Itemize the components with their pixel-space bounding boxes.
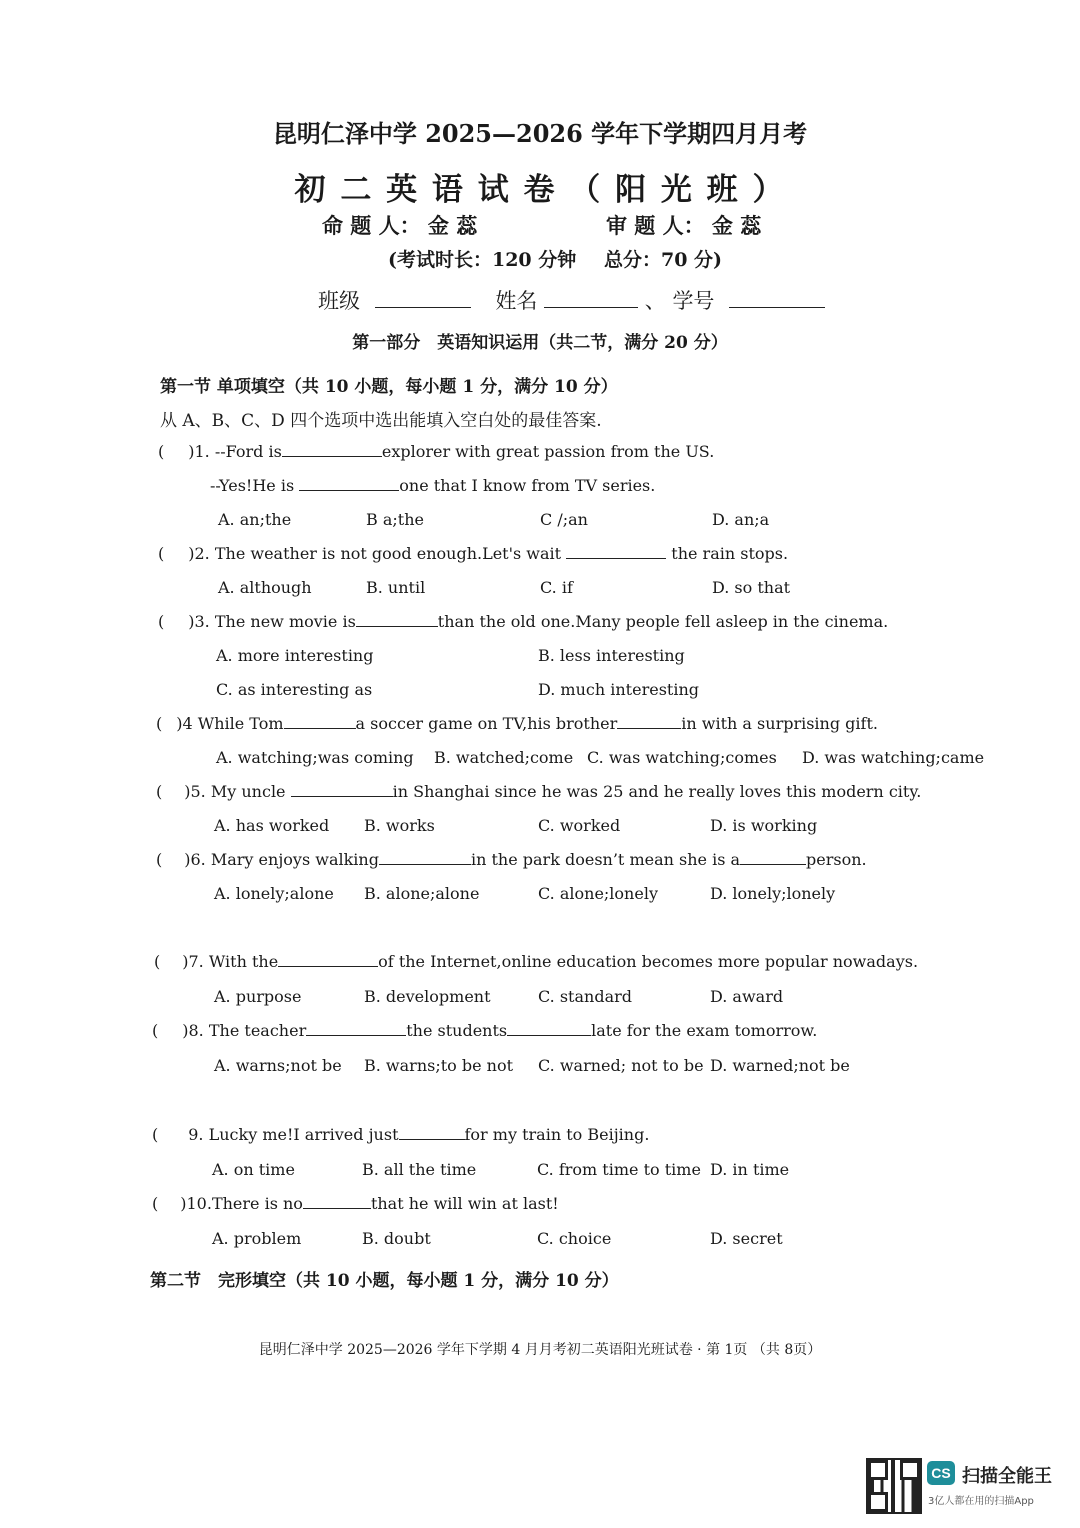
- option-d[interactable]: D. secret: [710, 1229, 783, 1248]
- option-d[interactable]: D. an;a: [712, 510, 770, 529]
- question-text: in the park doesn’t mean she is a: [470, 850, 741, 869]
- question-number: )1.: [188, 442, 210, 461]
- name-label: 姓名: [495, 289, 538, 313]
- student-info-row: [318, 285, 825, 315]
- option-c[interactable]: C /;an: [540, 510, 588, 529]
- question-text: in Shanghai since he was 25 and he really loves this modern city.: [392, 782, 922, 801]
- question-number: 9.: [188, 1125, 204, 1144]
- question-4: [156, 714, 878, 733]
- exam-duration: (考试时长：120 分钟: [388, 249, 577, 271]
- option-b[interactable]: B. watched;come: [434, 748, 574, 767]
- answer-blank: [284, 727, 356, 729]
- question-3: [158, 612, 888, 631]
- question-text: than the old one.Many people fell asleep in the cinema.: [437, 612, 889, 631]
- option-b[interactable]: B. until: [366, 578, 426, 597]
- question-1: [158, 442, 714, 461]
- part1-heading: 第一部分 英语知识运用（共二节，满分 20 分）: [352, 333, 728, 353]
- answer-paren[interactable]: (: [156, 782, 163, 801]
- reviewer-label: 审 题 人： 金 蕊: [606, 213, 762, 238]
- answer-blank: [356, 625, 438, 627]
- question-text: person.: [806, 850, 867, 869]
- answer-blank: [740, 863, 806, 865]
- option-c[interactable]: C. warned; not to be: [538, 1056, 704, 1075]
- answer-blank: [303, 1207, 371, 1209]
- question-text: that he will win at last!: [370, 1194, 559, 1213]
- question-number: )6.: [184, 850, 206, 869]
- answer-paren[interactable]: (: [158, 612, 165, 631]
- answer-blank: [306, 1034, 406, 1036]
- school-exam-title: 昆明仁泽中学 2025—2026 学年下学期四月月考: [272, 119, 808, 148]
- question-number: )10.: [180, 1194, 212, 1213]
- question-7: [154, 952, 918, 971]
- answer-blank: [299, 489, 399, 491]
- qr-code-icon: [866, 1458, 922, 1514]
- option-a[interactable]: A. more interesting: [216, 646, 374, 665]
- option-a[interactable]: A. warns;not be: [214, 1056, 342, 1075]
- question-text: My uncle: [210, 782, 286, 801]
- question-text: Mary enjoys walking: [210, 850, 379, 869]
- option-c[interactable]: C. standard: [538, 987, 632, 1006]
- option-b[interactable]: B. less interesting: [538, 646, 685, 665]
- question-text: With the: [208, 952, 279, 971]
- option-d[interactable]: D. lonely;lonely: [710, 884, 836, 903]
- option-a[interactable]: A. lonely;alone: [214, 884, 334, 903]
- question-text: While Tom: [197, 714, 284, 733]
- option-d[interactable]: D. much interesting: [538, 680, 699, 699]
- question-text: explorer with great passion from the US.: [381, 442, 715, 461]
- question-text: The new movie is: [214, 612, 356, 631]
- question-number: )4: [176, 714, 193, 733]
- question-text: There is no: [211, 1194, 303, 1213]
- option-b[interactable]: B. works: [364, 816, 435, 835]
- answer-blank: [399, 1138, 465, 1140]
- option-a[interactable]: A. problem: [212, 1229, 302, 1248]
- answer-paren[interactable]: (: [156, 850, 163, 869]
- option-d[interactable]: D. is working: [710, 816, 818, 835]
- separator: 、: [644, 289, 666, 313]
- answer-blank: [379, 863, 471, 865]
- question-text: of the Internet,online education becomes more popular nowadays.: [378, 952, 919, 971]
- question-text: The weather is not good enough.Let's wait: [214, 544, 562, 563]
- page-footer: 昆明仁泽中学 2025—2026 学年下学期 4 月月考初二英语阳光班试卷 · 第 1页 （共 8页）: [258, 1342, 822, 1358]
- option-d[interactable]: D. so that: [712, 578, 791, 597]
- option-b[interactable]: B. all the time: [362, 1160, 477, 1179]
- question-5: [156, 782, 921, 801]
- answer-blank: [291, 795, 393, 797]
- class-label: 班级: [318, 289, 360, 313]
- question-number: )7.: [182, 952, 204, 971]
- question-text: for my train to Beijing.: [464, 1125, 650, 1144]
- option-d[interactable]: D. warned;not be: [710, 1056, 850, 1075]
- option-c[interactable]: C. was watching;comes: [587, 748, 777, 767]
- option-d[interactable]: D. in time: [710, 1160, 790, 1179]
- answer-paren[interactable]: (: [156, 714, 163, 733]
- answer-blank: [566, 557, 666, 559]
- section2-heading: 第二节 完形填空（共 10 小题，每小题 1 分，满分 10 分）: [150, 1271, 619, 1291]
- name-field[interactable]: [544, 306, 638, 308]
- answer-blank: [617, 727, 681, 729]
- question-text: Lucky me!I arrived just: [208, 1125, 399, 1144]
- setter-label: 命 题 人： 金 蕊: [322, 213, 478, 238]
- option-c[interactable]: C. if: [540, 578, 573, 597]
- option-c[interactable]: C. from time to time: [537, 1160, 701, 1179]
- option-b[interactable]: B a;the: [366, 510, 424, 529]
- answer-paren[interactable]: (: [158, 544, 165, 563]
- answer-paren[interactable]: (: [152, 1125, 159, 1144]
- option-a[interactable]: A. purpose: [214, 987, 302, 1006]
- answer-paren[interactable]: (: [158, 442, 165, 461]
- option-a[interactable]: A. an;the: [218, 510, 292, 529]
- class-field[interactable]: [375, 306, 471, 308]
- option-b[interactable]: B. warns;to be not: [364, 1056, 514, 1075]
- question-number: )8.: [182, 1021, 204, 1040]
- question-6: [156, 850, 867, 869]
- question-text: The teacher: [208, 1021, 307, 1040]
- option-a[interactable]: A. watching;was coming: [216, 748, 414, 767]
- student-id-field[interactable]: [729, 306, 825, 308]
- question-text: --Ford is: [214, 442, 282, 461]
- section1-instruction: 从 A、B、C、D 四个选项中选出能填入空白处的最佳答案.: [160, 411, 602, 431]
- option-b[interactable]: B. doubt: [362, 1229, 431, 1248]
- option-d[interactable]: D. award: [710, 987, 784, 1006]
- answer-blank: [282, 455, 382, 457]
- question-9: [152, 1125, 649, 1144]
- option-b[interactable]: B. alone;alone: [364, 884, 480, 903]
- exam-paper-title: 初 二 英 语 试 卷 （ 阳 光 班 ）: [294, 172, 786, 208]
- answer-blank: [507, 1034, 591, 1036]
- answer-paren[interactable]: (: [152, 1194, 159, 1213]
- student-id-label: 学号: [672, 289, 715, 313]
- option-d[interactable]: D. was watching;came: [802, 748, 985, 767]
- answer-paren[interactable]: (: [152, 1021, 159, 1040]
- option-a[interactable]: A. on time: [212, 1160, 295, 1179]
- question-text: one that I know from TV series.: [399, 476, 656, 495]
- scanner-brand: 扫描全能王: [962, 1466, 1052, 1487]
- scanner-tagline: 3亿人都在用的扫描App: [928, 1496, 1034, 1507]
- question-number: )3.: [188, 612, 210, 631]
- question-text: the students: [406, 1021, 508, 1040]
- camscanner-logo-icon: CS: [927, 1461, 955, 1485]
- option-a[interactable]: A. has worked: [214, 816, 330, 835]
- option-c[interactable]: C. choice: [537, 1229, 612, 1248]
- section1-heading: 第一节 单项填空（共 10 小题，每小题 1 分，满分 10 分）: [160, 377, 618, 397]
- option-c[interactable]: C. alone;lonely: [538, 884, 658, 903]
- question-text: a soccer game on TV,his brother: [355, 714, 618, 733]
- question-8: [152, 1021, 817, 1040]
- option-a[interactable]: A. although: [218, 578, 312, 597]
- question-text: the rain stops.: [671, 544, 789, 563]
- question-number: )5.: [184, 782, 206, 801]
- option-c[interactable]: C. as interesting as: [216, 680, 373, 699]
- option-c[interactable]: C. worked: [538, 816, 621, 835]
- question-number: )2.: [188, 544, 210, 563]
- answer-blank: [278, 965, 378, 967]
- question-2: [158, 544, 788, 563]
- question-10: [152, 1194, 559, 1213]
- answer-paren[interactable]: (: [154, 952, 161, 971]
- question-1-line-2: [210, 476, 655, 495]
- question-text: late for the exam tomorrow.: [591, 1021, 818, 1040]
- option-b[interactable]: B. development: [364, 987, 491, 1006]
- question-text: --Yes!He is: [210, 476, 295, 495]
- question-text: in with a surprising gift.: [681, 714, 878, 733]
- exam-total-score: 总分：70 分): [604, 249, 723, 271]
